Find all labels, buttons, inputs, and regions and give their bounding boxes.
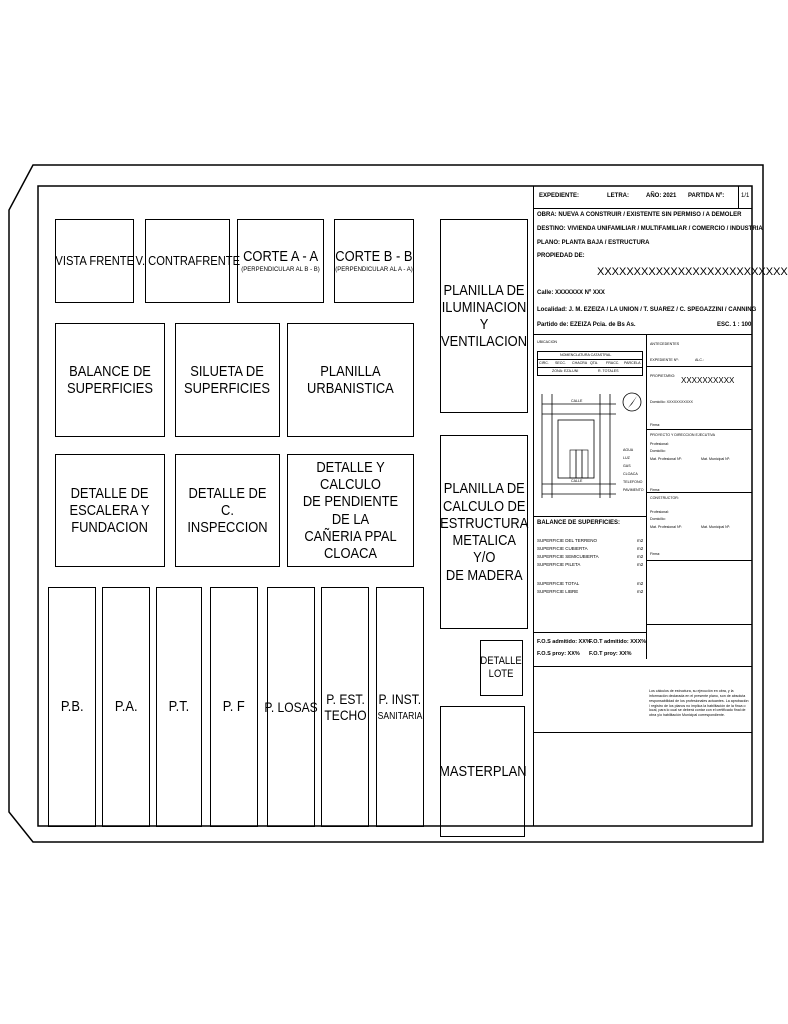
pb-label: P.B. xyxy=(60,698,84,716)
iluminacion-label: PLANILLA DE ILUMINACION Y VENTILACION xyxy=(441,281,528,351)
service-cloaca: CLOACA xyxy=(623,472,638,476)
nom-col-3: CHACRA xyxy=(572,361,588,365)
pb-box xyxy=(48,587,96,827)
pa-label: P.A. xyxy=(114,698,138,716)
planilla-urbanistica-label: PLANILLA URBANISTICA xyxy=(307,362,394,397)
corte-a-box xyxy=(237,219,324,303)
contrafrente-box xyxy=(135,219,240,303)
tb-mat-muni-2: Mat. Municipal Nº: xyxy=(701,525,731,529)
service-agua: AGUA xyxy=(623,448,634,452)
tb-expediente-n: EXPEDIENTE Nº: xyxy=(650,358,679,362)
sup-row-2: SUPERFICIE CUBIERTA xyxy=(537,546,588,551)
tb-fot2: F.O.T proy: XX% xyxy=(589,651,632,657)
tb-hoja: 1/1 xyxy=(741,193,750,199)
nom-col-5: FRACC. xyxy=(606,361,620,365)
corte-b-box xyxy=(334,219,414,303)
tb-propietario-label: PROPIETARIO: xyxy=(650,374,676,378)
sketch-calle-bottom: CALLE xyxy=(571,479,583,483)
silueta-label: SILUETA DE SUPERFICIES xyxy=(184,362,271,397)
tb-expediente: EXPEDIENTE: xyxy=(539,193,580,199)
tb-destino: DESTINO: VIVIENDA UNIFAMILIAR / MULTIFAMILIAR / COMERCIO / INDUSTRIA xyxy=(537,226,763,232)
corte-a-label: CORTE A - A xyxy=(242,247,319,265)
losas-label: P. LOSAS xyxy=(264,698,318,715)
nom-col-6: PARCELA xyxy=(624,361,641,365)
sup-row-3: SUPERFICIE SEMICUBIERTA xyxy=(537,554,599,559)
sup-libre-unit: m2 xyxy=(637,589,644,594)
planilla-urbanistica-box xyxy=(287,323,414,437)
calculo-label: PLANILLA DE CALCULO DE ESTRUCTURA METALICA Y/O DE MADERA xyxy=(439,480,529,584)
escalera-label: DETALLE DE ESCALERA Y FUNDACION xyxy=(69,484,151,537)
tb-mat-muni-1: Mat. Municipal Nº: xyxy=(701,457,731,461)
sup-total: SUPERFICIE TOTAL xyxy=(537,581,580,586)
pt-box xyxy=(156,587,202,827)
corte-a-sublabel: (PERPENDICULAR AL B - B) xyxy=(241,267,320,274)
tb-letra: LETRA: xyxy=(607,193,629,199)
tb-fot1: F.O.T admitido: XXX% xyxy=(589,639,647,645)
pf-box xyxy=(210,587,258,827)
tb-firma-3: Firma: xyxy=(650,552,661,556)
pf-label: P. F xyxy=(222,698,245,716)
est-techo-label: P. EST. TECHO xyxy=(323,690,367,723)
tb-fos1: F.O.S admitido: XX% xyxy=(537,639,591,645)
silueta-box xyxy=(175,323,280,437)
masterplan-label: MASTERPLAN xyxy=(438,762,527,780)
tb-anio: AÑO: 2021 xyxy=(646,193,677,199)
balance-label: BALANCE DE SUPERFICIES xyxy=(66,362,154,397)
tb-fos2: F.O.S proy: XX% xyxy=(537,651,580,657)
masterplan-box xyxy=(440,706,525,837)
pendiente-label: DETALLE Y CALCULO DE PENDIENTE DE LA CAÑERIA PPAL CLOACA xyxy=(302,458,399,562)
calculo-box xyxy=(440,435,528,629)
corte-b-label: CORTE B - B xyxy=(335,247,413,265)
iluminacion-box xyxy=(440,219,528,413)
tb-localidad: Localidad: J. M. EZEIZA / LA UNION / T. SUAREZ / C. SPEGAZZINI / CANNING xyxy=(537,307,757,313)
tb-profesional-1: Profesional: xyxy=(650,442,669,446)
tb-escala: ESC. 1 : 100 xyxy=(717,322,752,328)
tb-ritual: R. TOTALES xyxy=(598,369,619,373)
contrafrente-label: V. CONTRAFRENTE xyxy=(135,252,240,268)
nomenclatura-table xyxy=(537,351,643,376)
vista-frente-label: VISTA FRENTE xyxy=(55,252,134,268)
balance-box xyxy=(55,323,165,437)
tb-plano: PLANO: PLANTA BAJA / ESTRUCTURA xyxy=(537,240,650,246)
sketch-calle-top: CALLE xyxy=(571,399,583,403)
tb-partido: Partido de: EZEIZA Pcia. de Bs As. xyxy=(537,322,636,328)
nom-col-4: QTA. xyxy=(590,361,599,365)
inst-label: P. INST. xyxy=(378,691,422,708)
tb-mat-prof-2: Mat. Profesional Nº: xyxy=(650,525,682,529)
tb-antecedentes: ANTECEDENTES xyxy=(650,342,680,346)
escalera-box xyxy=(55,454,165,567)
service-luz: LUZ xyxy=(623,456,630,460)
corte-b-sublabel: (PERPENDICULAR AL A - A) xyxy=(335,267,413,274)
title-block xyxy=(533,186,788,826)
tb-obra: OBRA: NUEVA A CONSTRUIR / EXISTENTE SIN PERMISO / A DEMOLER xyxy=(537,212,742,218)
tb-propietario-val: XXXXXXXXXX xyxy=(681,376,735,385)
sup-row-2-unit: m2 xyxy=(637,546,644,551)
vista-frente-box xyxy=(55,219,134,303)
inspeccion-box xyxy=(175,454,280,567)
tb-firma-2: Firma: xyxy=(650,488,661,492)
sup-total-unit: m2 xyxy=(637,581,644,586)
nom-col-1: CIRC. xyxy=(539,361,549,365)
service-telefono: TELEFONO xyxy=(623,480,643,484)
pa-box xyxy=(102,587,150,827)
sup-libre: SUPERFICIE LIBRE xyxy=(537,589,579,594)
inspeccion-label: DETALLE DE C. INSPECCION xyxy=(187,484,268,537)
tb-balance-title: BALANCE DE SUPERFICIES: xyxy=(537,520,621,526)
tb-domicilio: Domicilio: XXXXXXXXXXX xyxy=(650,400,693,404)
inst-box xyxy=(376,587,424,827)
tb-profesional-2: Profesional: xyxy=(650,510,669,514)
tb-propiedad: PROPIEDAD DE: xyxy=(537,253,585,259)
detalle-lote-label: DETALLE LOTE xyxy=(480,655,523,680)
tb-alc: ALC.: xyxy=(695,358,704,362)
tb-constructor: CONSTRUCTOR: xyxy=(650,496,679,500)
tb-calle: Calle: XXXXXXX Nº XXX xyxy=(537,290,605,296)
tb-propietario-name: XXXXXXXXXXXXXXXXXXXXXXXXXX xyxy=(597,266,788,278)
tb-note: Los cálculos de estructura, su ejecución en obra, y la información declarada en el presente plano, son de absoluta responsabilidad de los profesionales actuantes. La aprobación / registro de los planos no implica la habilitación de la finca o local, para lo cual se deberá contar con el certificado final de obra y/o habilitación Municipal correspondiente. xyxy=(649,689,749,718)
tb-mat-prof-1: Mat. Profesional Nº: xyxy=(650,457,682,461)
inst-sublabel: SANITARIA xyxy=(377,711,423,723)
tb-domicilio-2: Domicilio: xyxy=(650,449,666,453)
est-techo-box xyxy=(321,587,369,827)
service-pavimento: PAVIMENTO xyxy=(623,488,644,492)
tb-firma-1: Firma: xyxy=(650,423,661,427)
sup-row-1: SUPERFICIE DEL TERRENO xyxy=(537,538,598,543)
tb-domicilio-3: Domicilio: xyxy=(650,517,666,521)
detalle-lote-box xyxy=(480,640,523,696)
pendiente-box xyxy=(287,454,414,567)
losas-box xyxy=(264,587,318,827)
pt-label: P.T. xyxy=(168,698,190,716)
nom-col-2: SECC. xyxy=(555,361,566,365)
sup-row-4-unit: m2 xyxy=(637,562,644,567)
tb-zona: ZONA: EZA-UNI xyxy=(552,369,579,373)
service-gas: GAS xyxy=(623,464,631,468)
tb-nomenclatura: NOMENCLATURA CATASTRAL xyxy=(560,353,612,357)
sup-row-4: SUPERFICIE PILETA xyxy=(537,562,581,567)
tb-ubicacion: UBICACION xyxy=(537,340,557,344)
sup-row-3-unit: m2 xyxy=(637,554,644,559)
tb-partida: PARTIDA Nº: xyxy=(688,193,725,199)
tb-proyecto: PROYECTO Y DIRECCION EJECUTIVA xyxy=(650,433,716,437)
sup-row-1-unit: m2 xyxy=(637,538,644,543)
